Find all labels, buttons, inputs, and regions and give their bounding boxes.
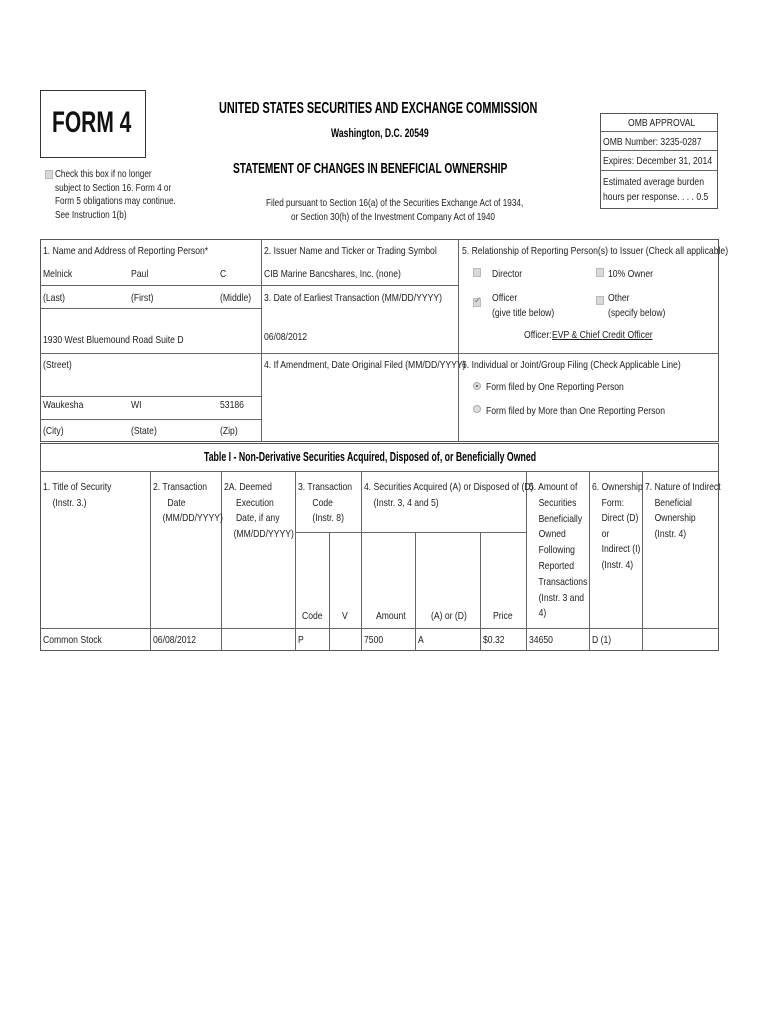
row-security-title: Common Stock	[43, 634, 102, 646]
other-label: Other	[608, 292, 630, 304]
reporting-city: Waukesha	[43, 399, 84, 411]
sub-col-v: V	[342, 610, 348, 622]
label-street: (Street)	[43, 359, 72, 371]
form-label: FORM 4	[52, 106, 132, 139]
ten-percent-owner-label: 10% Owner	[608, 268, 653, 280]
filing-one-person-label: Form filed by One Reporting Person	[486, 381, 624, 393]
officer-sub-label: (give title below)	[492, 307, 555, 319]
relationship-heading: 5. Relationship of Reporting Person(s) to Issuer (Check all applicable)	[462, 245, 729, 257]
reporting-street: 1930 West Bluemound Road Suite D	[43, 334, 184, 346]
omb-title: OMB APPROVAL	[628, 117, 696, 129]
label-state: (State)	[131, 425, 157, 437]
filing-multiple-persons-radio[interactable]	[473, 405, 481, 413]
omb-burden-1: Estimated average burden	[603, 176, 705, 188]
reporting-person-heading: 1. Name and Address of Reporting Person*	[43, 245, 209, 257]
filed-pursuant-line2: or Section 30(h) of the Investment Company Act of 1940	[291, 211, 495, 223]
filing-one-person-radio[interactable]	[473, 382, 481, 390]
filing-multiple-persons-label: Form filed by More than One Reporting Person	[486, 405, 665, 417]
col-securities-acquired: 4. Securities Acquired (A) or Disposed of (D) (Instr. 3, 4 and 5)	[364, 481, 534, 509]
officer-title-label: Officer:	[524, 329, 552, 341]
row-a-or-d: A	[418, 634, 424, 646]
director-label: Director	[492, 268, 523, 280]
sub-col-amount: Amount	[376, 610, 406, 622]
label-zip: (Zip)	[220, 425, 238, 437]
omb-number: OMB Number: 3235-0287	[603, 136, 702, 148]
no-longer-subject-checkbox[interactable]	[45, 170, 53, 179]
issuer-name: CIB Marine Bancshares, Inc. (none)	[264, 268, 401, 280]
omb-expires: Expires: December 31, 2014	[603, 155, 713, 167]
director-checkbox[interactable]	[473, 268, 481, 277]
col-title-of-security: 1. Title of Security (Instr. 3.)	[43, 481, 112, 509]
label-last: (Last)	[43, 292, 66, 304]
other-sub-label: (specify below)	[608, 307, 666, 319]
no-longer-subject-text: Check this box if no longer subject to Section 16. Form 4 or Form 5 obligations may continue. See Instruction 1(b)	[55, 169, 176, 221]
other-checkbox[interactable]	[596, 296, 604, 305]
row-ownership-form: D (1)	[592, 634, 612, 646]
filed-pursuant-line1: Filed pursuant to Section 16(a) of the Securities Exchange Act of 1934,	[266, 197, 524, 209]
reporting-state: WI	[131, 399, 142, 411]
row-amount-owned: 34650	[529, 634, 553, 646]
earliest-transaction-date: 06/08/2012	[264, 331, 308, 343]
row-price: $0.32	[483, 634, 505, 646]
row-transaction-date: 06/08/2012	[153, 634, 197, 646]
col-ownership-form: 6. Ownership Form: Direct (D) or Indirect (I) (Instr. 4)	[592, 481, 643, 571]
row-amount: 7500	[364, 634, 384, 646]
col-nature-ownership: 7. Nature of Indirect Beneficial Ownership (Instr. 4)	[645, 481, 721, 540]
statement-title: STATEMENT OF CHANGES IN BENEFICIAL OWNERSHIP	[233, 160, 508, 177]
sub-col-a-or-d: (A) or (D)	[431, 610, 467, 622]
agency-title: UNITED STATES SECURITIES AND EXCHANGE COMMISSION	[219, 100, 538, 117]
label-middle: (Middle)	[220, 292, 252, 304]
sub-col-code: Code	[302, 610, 323, 622]
table1-title: Table I - Non-Derivative Securities Acquired, Disposed of, or Beneficially Owned	[204, 450, 537, 464]
reporting-middle-name: C	[220, 268, 227, 280]
col-deemed-execution: 2A. Deemed Execution Date, if any (MM/DD/YYYY)	[224, 481, 294, 540]
officer-checkbox[interactable]	[473, 298, 481, 307]
col-transaction-code: 3. Transaction Code (Instr. 8)	[298, 481, 353, 524]
filing-heading: 6. Individual or Joint/Group Filing (Check Applicable Line)	[462, 359, 681, 371]
officer-label: Officer	[492, 292, 518, 304]
reporting-zip: 53186	[220, 399, 244, 411]
reporting-first-name: Paul	[131, 268, 149, 280]
omb-burden-2: hours per response. . . . 0.5	[603, 191, 709, 203]
reporting-last-name: Melnick	[43, 268, 73, 280]
label-city: (City)	[43, 425, 64, 437]
row-code: P	[298, 634, 304, 646]
col-amount-owned: 5. Amount of Securities Beneficially Owned Following Reported Transactions (Instr. 3 and 4)	[529, 481, 588, 620]
officer-title-value: EVP & Chief Credit Officer	[552, 329, 653, 341]
col-transaction-date: 2. Transaction Date (MM/DD/YYYY)	[153, 481, 223, 524]
amendment-heading: 4. If Amendment, Date Original Filed (MM/DD/YYYY)	[264, 359, 466, 371]
earliest-transaction-heading: 3. Date of Earliest Transaction (MM/DD/YYYY)	[264, 292, 443, 304]
label-first: (First)	[131, 292, 154, 304]
ten-percent-owner-checkbox[interactable]	[596, 268, 604, 277]
agency-location: Washington, D.C. 20549	[331, 126, 429, 140]
sub-col-price: Price	[493, 610, 513, 622]
issuer-heading: 2. Issuer Name and Ticker or Trading Symbol	[264, 245, 437, 257]
